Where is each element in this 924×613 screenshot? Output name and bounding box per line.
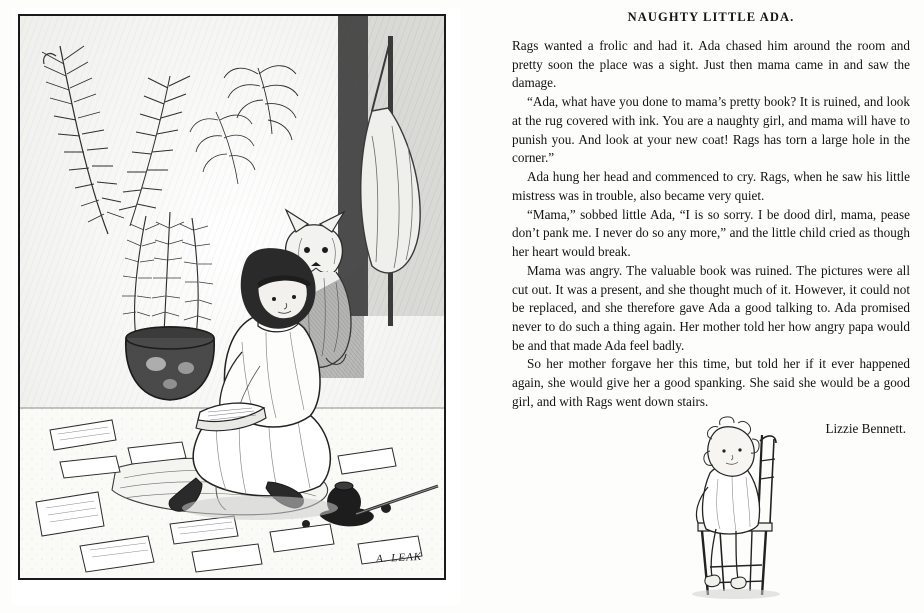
paragraph-2: “Ada, what have you done to mama’s pretty book? It is ruined, and look at the rug covered with ink. You are a naughty girl, and mama will have to punish you. And look at your new coat! Rags has torn a large hole in the corner.”	[512, 94, 910, 166]
girl-on-stool-vignette	[640, 395, 820, 600]
vignette-svg	[640, 395, 820, 600]
body-text	[512, 37, 910, 412]
illustration-artwork	[20, 16, 444, 578]
engraving-svg	[20, 16, 444, 578]
paragraph-4: “Mama,” sobbed little Ada, “I is so sorry. I be dood dirl, mama, pease don’t pank me. I never do so any more,” and the little child cried as though her heart would break.	[512, 206, 910, 260]
author-signature: Lizzie Bennett.	[825, 420, 906, 436]
running-head: NAUGHTY LITTLE ADA.	[627, 10, 795, 24]
paragraph-5: Mama was angry. The valuable book was ruined. The pictures were all cut out. It was a present, and she thought much of it. However, it could not be replaced, and she therefore gave Ada a good talking to. Ada promised never to do such a thing again. Her mother told her how angry papa would be and that made Ada feel badly.	[512, 262, 910, 353]
paragraph-6: So her mother forgave her this time, but told her if it ever happened again, she would give her a good spanking. She said she would be a good girl, and with Rags went down stairs.	[512, 356, 910, 409]
illustration-frame	[18, 14, 446, 580]
text-column	[512, 10, 910, 437]
illustration-plate	[12, 8, 460, 605]
paragraph-1: Rags wanted a frolic and had it. Ada chased him around the room and pretty soon the place was a sight. Just then mama came in and saw the damage.	[512, 38, 910, 91]
paragraph-3: Ada hung her head and commenced to cry. Rags, when he saw his little mistress was in trouble, also became very quiet.	[512, 169, 910, 203]
artist-signature: A. LEAK	[375, 550, 423, 566]
